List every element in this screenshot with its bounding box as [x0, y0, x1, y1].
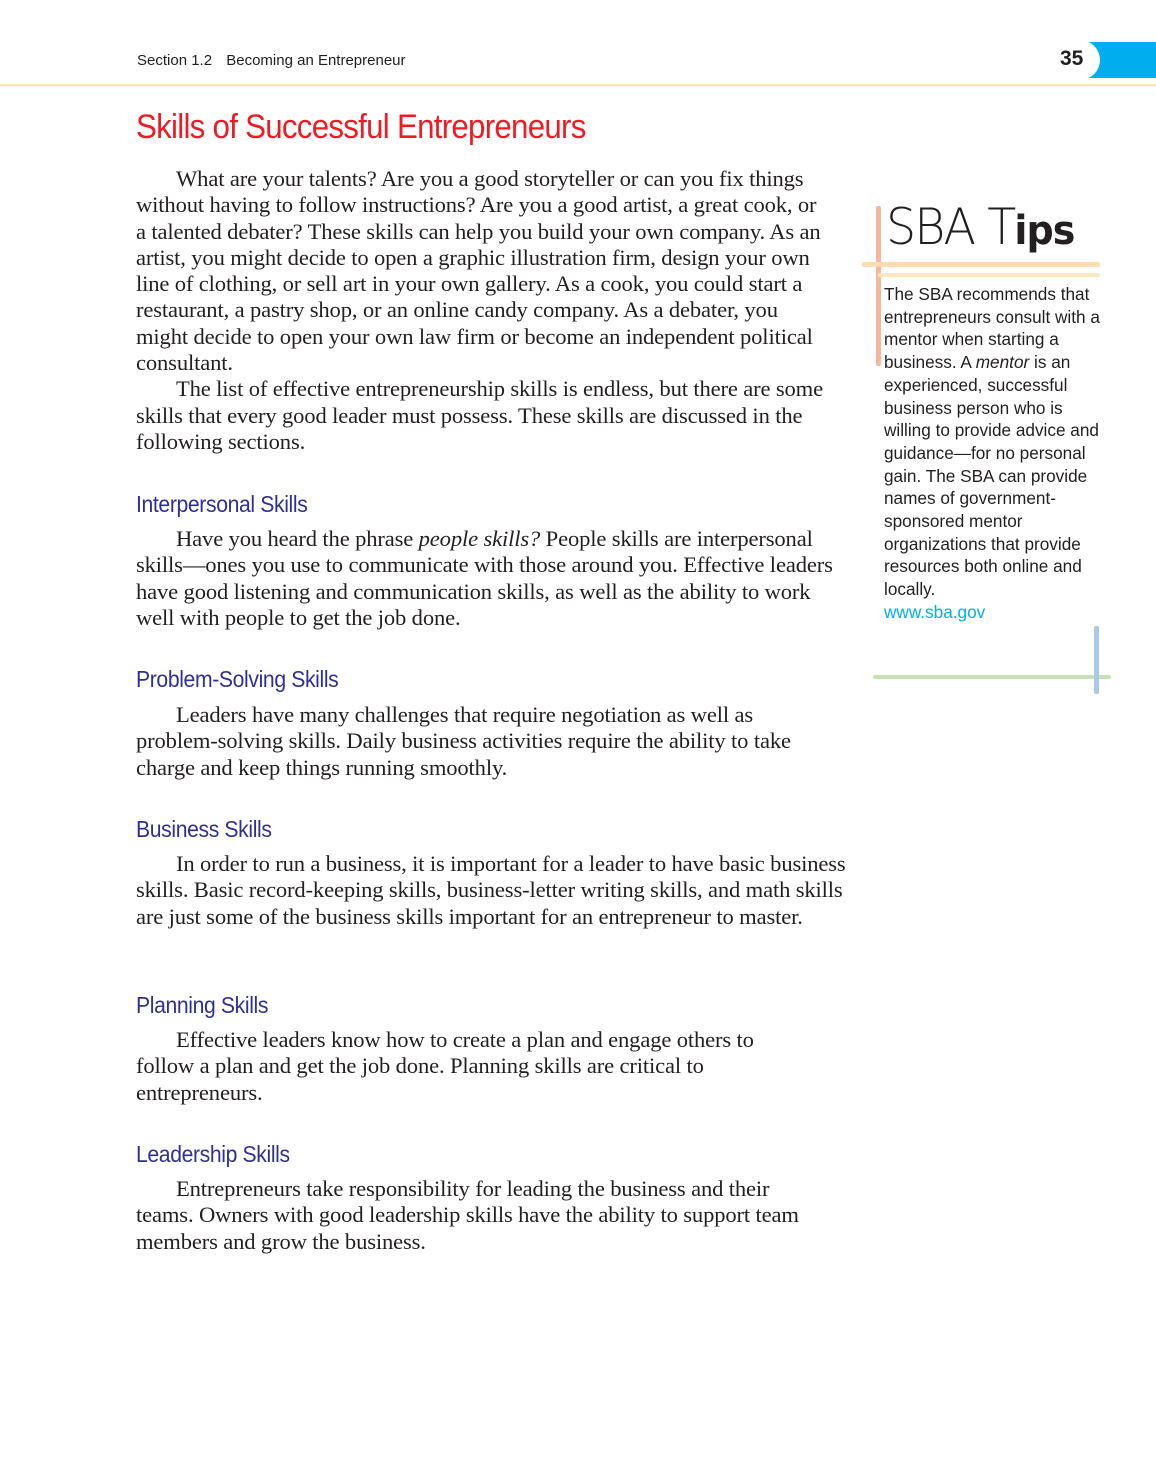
decorative-rule — [1094, 626, 1099, 694]
page-title: Skills of Successful Entrepreneurs — [136, 108, 586, 146]
heading-problem-solving-skills: Problem-Solving Skills — [136, 666, 339, 692]
running-head — [137, 52, 406, 69]
logo-text: SBA T — [886, 198, 1015, 256]
heading-business-skills: Business Skills — [136, 816, 272, 842]
intro-paragraph-1: What are your talents? Are you a good storyteller or can you fix things without having to follow instructions? Are you a good artist, a great cook, or a talented debater? These skills can help you build your own company. As an artist, you might decide to open a graphic illustration firm, design your own line of clothing, or sell art in your own gallery. As a cook, you could start a restaurant, a pastry shop, or an online candy company. As a debater, you might decide to open your own law firm or become an independent political consultant. — [136, 166, 821, 376]
intro — [136, 166, 846, 455]
italic-term: mentor — [975, 352, 1030, 373]
heading-planning-skills: Planning Skills — [136, 992, 269, 1018]
heading-leadership-skills: Leadership Skills — [136, 1141, 290, 1167]
page-number: 35 — [1060, 47, 1084, 70]
text: People skills are interpersonal skills—ones you use to communicate with those around you. Effective leaders have good listening and communication skills, as well as the ability to work well with people to get the job done. — [136, 526, 833, 630]
intro-paragraph-2: The list of effective entrepreneurship skills is endless, but there are some skills that every good leader must possess. These skills are discussed in the following sections. — [136, 376, 823, 454]
heading-interpersonal-skills: Interpersonal Skills — [136, 491, 308, 517]
decorative-rule — [878, 273, 1100, 277]
sba-tip-text — [884, 283, 1104, 624]
business-paragraph: In order to run a business, it is important for a leader to have basic business skills. Basic record-keeping skills, business-letter writing skills, and math skills are just some of the business skills important for an entrepreneur to master. — [136, 851, 846, 929]
header-rule — [0, 84, 1156, 86]
sba-tips-sidebar — [860, 196, 1120, 696]
logo-text-small: ips — [1014, 208, 1075, 254]
section-problem-solving — [136, 702, 846, 781]
decorative-rule — [873, 675, 1111, 679]
section-business — [136, 851, 846, 930]
planning-paragraph: Effective leaders know how to create a plan and engage others to follow a plan and get the job done. Planning skills are critical to entrepreneurs. — [136, 1027, 754, 1105]
section-planning — [136, 1027, 846, 1106]
sba-tips-logo — [886, 198, 1074, 256]
italic-term: people skills? — [418, 526, 541, 551]
section-title: Becoming an Entrepreneur — [226, 52, 406, 69]
text: is an experienced, successful business person who is willing to provide advice and guidance—for no personal gain. The SBA can provide names of government-sponsored mentor organizations that provide resources both online and locally. — [884, 352, 1099, 600]
text: Have you heard the phrase — [176, 526, 419, 551]
section-leadership — [136, 1176, 846, 1255]
problem-solving-paragraph: Leaders have many challenges that require negotiation as well as problem-solving skills. Daily business activities require the ability to take charge and keep things running smoothly. — [136, 702, 791, 780]
section-interpersonal — [136, 526, 846, 631]
text: The SBA recommends that entrepreneurs consult with a mentor when starting a business. A — [884, 284, 1100, 373]
leadership-paragraph: Entrepreneurs take responsibility for leading the business and their teams. Owners with good leadership skills have the ability to support team members and grow the business. — [136, 1176, 799, 1254]
decorative-rule — [862, 262, 1100, 267]
decorative-rule — [876, 206, 881, 366]
sba-website-link[interactable]: www.sba.gov — [884, 601, 986, 622]
interpersonal-paragraph — [136, 526, 846, 631]
section-number: Section 1.2 — [137, 52, 213, 69]
